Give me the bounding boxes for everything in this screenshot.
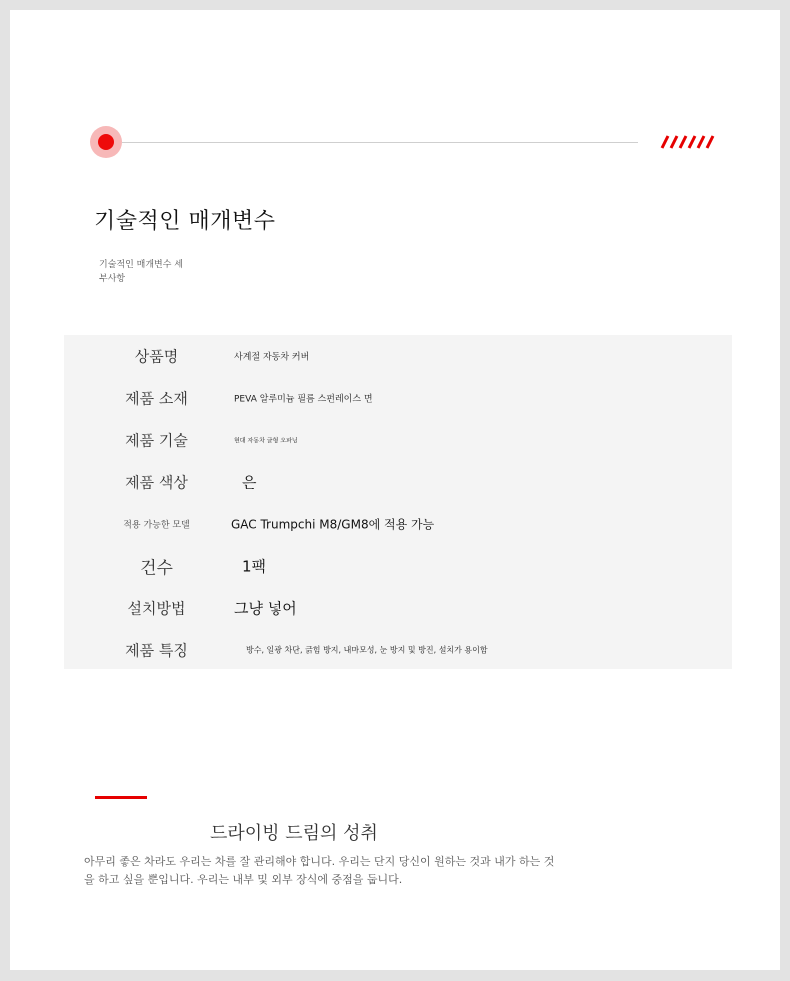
section-title: 기술적인 매개변수 — [94, 209, 276, 234]
spec-row-material — [64, 377, 732, 419]
spec-row-installation — [64, 587, 732, 629]
spec-label: 제품 소재 — [125, 389, 188, 408]
spec-row-product-name — [64, 335, 732, 377]
spec-row-compatible-models — [64, 503, 732, 545]
spec-value: 1팩 — [242, 557, 267, 576]
dream-description-line2: 을 하고 싶을 뿐입니다. 우리는 내부 및 외부 장식에 중점을 둡니다. — [84, 873, 403, 886]
spec-label: 제품 특징 — [125, 641, 188, 660]
red-dot-icon — [90, 126, 122, 158]
section-subtitle-line2: 부사항 — [99, 274, 126, 284]
spec-value: 방수, 일광 차단, 긁힘 방지, 내마모성, 눈 방지 및 방진, 설치가 용이함 — [246, 645, 488, 655]
spec-label: 적용 가능한 모델 — [123, 520, 190, 531]
spec-row-features — [64, 629, 732, 671]
spec-value: 은 — [242, 473, 257, 492]
slash-stripes-icon — [657, 133, 717, 151]
header-divider — [122, 142, 638, 143]
spec-label: 건수 — [140, 558, 173, 579]
spec-value: 그냥 넣어 — [234, 599, 297, 618]
spec-label: 설치방법 — [127, 599, 186, 618]
red-dot-core — [98, 134, 114, 150]
section-subtitle-line1: 기술적인 매개변수 세 — [99, 260, 183, 270]
spec-value: PEVA 알루미늄 필름 스펀레이스 면 — [234, 394, 373, 405]
red-accent-bar — [95, 796, 147, 799]
spec-row-technology — [64, 419, 732, 461]
spec-row-color — [64, 461, 732, 503]
dream-description-line1: 아무리 좋은 차라도 우리는 차를 잘 관리해야 합니다. 우리는 단지 당신이 원하는 것과 내가 하는 것 — [84, 855, 555, 868]
spec-label: 제품 기술 — [125, 431, 188, 450]
spec-label: 상품명 — [134, 347, 179, 366]
dream-title: 드라이빙 드림의 성취 — [210, 823, 378, 844]
dream-description — [84, 853, 584, 889]
spec-value: GAC Trumpchi M8/GM8에 적용 가능 — [231, 517, 435, 532]
spec-table — [64, 335, 732, 669]
spec-value: 사계절 자동차 커버 — [234, 352, 310, 363]
spec-label: 제품 색상 — [125, 473, 188, 492]
spec-row-quantity — [64, 545, 732, 587]
section-subtitle — [99, 258, 183, 286]
spec-value: 현대 자동차 글형 오파닝 — [234, 437, 298, 445]
